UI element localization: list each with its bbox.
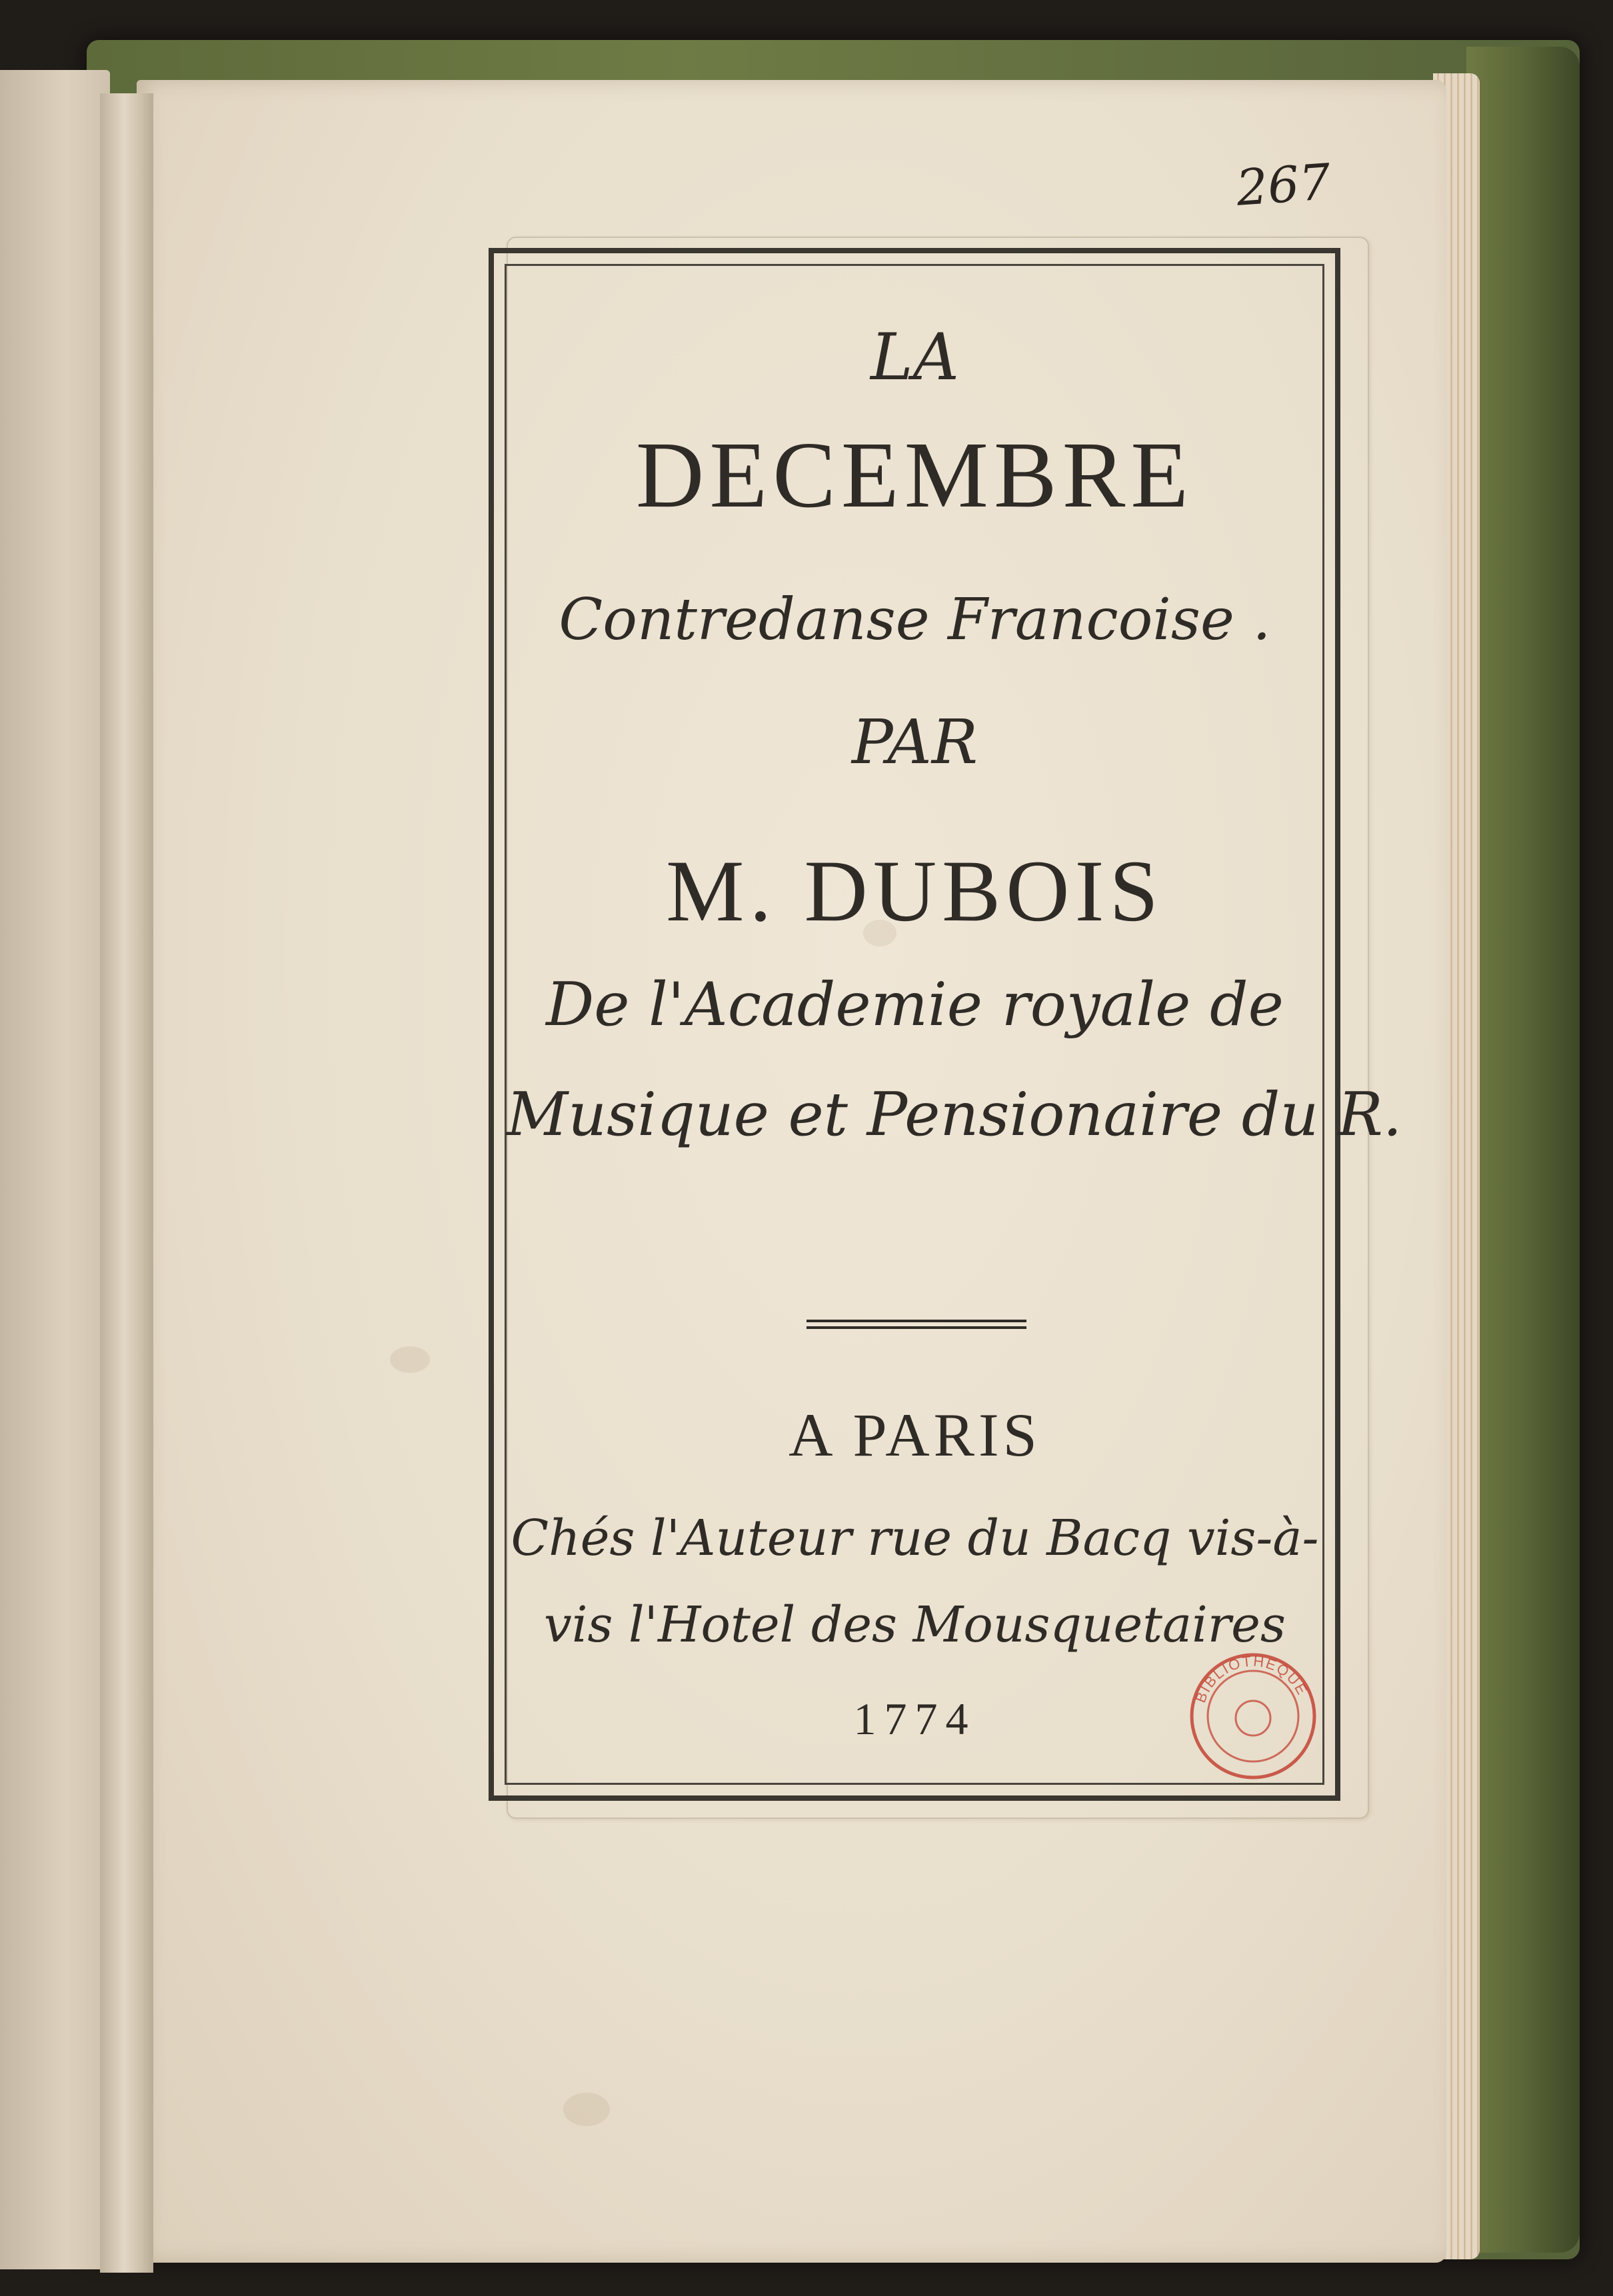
imprint-place: A PARIS [789,1401,1041,1469]
paper-stain [390,1346,430,1373]
affiliation-line-1: De l'Academie royale de [546,970,1284,1040]
double-rule-divider [806,1320,1026,1329]
stamp-text: BIBLIOTHEQUE [1192,1652,1312,1705]
manuscript-number: 267 [1234,153,1333,217]
by-line: PAR [851,706,978,778]
library-stamp-icon [1183,1646,1323,1786]
affiliation-line-2: Musique et Pensionaire du R. [507,1080,1402,1150]
imprint-address-line-2: vis l'Hotel des Mousquetaires [544,1596,1286,1654]
left-page-edge [0,70,110,2269]
gutter-fold [100,93,153,2273]
title-article: LA [870,320,960,395]
imprint-year: 1774 [853,1694,976,1744]
author-name: M. DUBOIS [666,842,1164,940]
subtitle: Contredanse Francoise . [559,586,1271,653]
binding-spine-edge [1466,47,1580,2253]
imprint-address-line-1: Chés l'Auteur rue du Bacq vis-à- [511,1510,1319,1567]
paper-stain [563,2093,610,2126]
page-title: DECEMBRE [635,422,1194,527]
